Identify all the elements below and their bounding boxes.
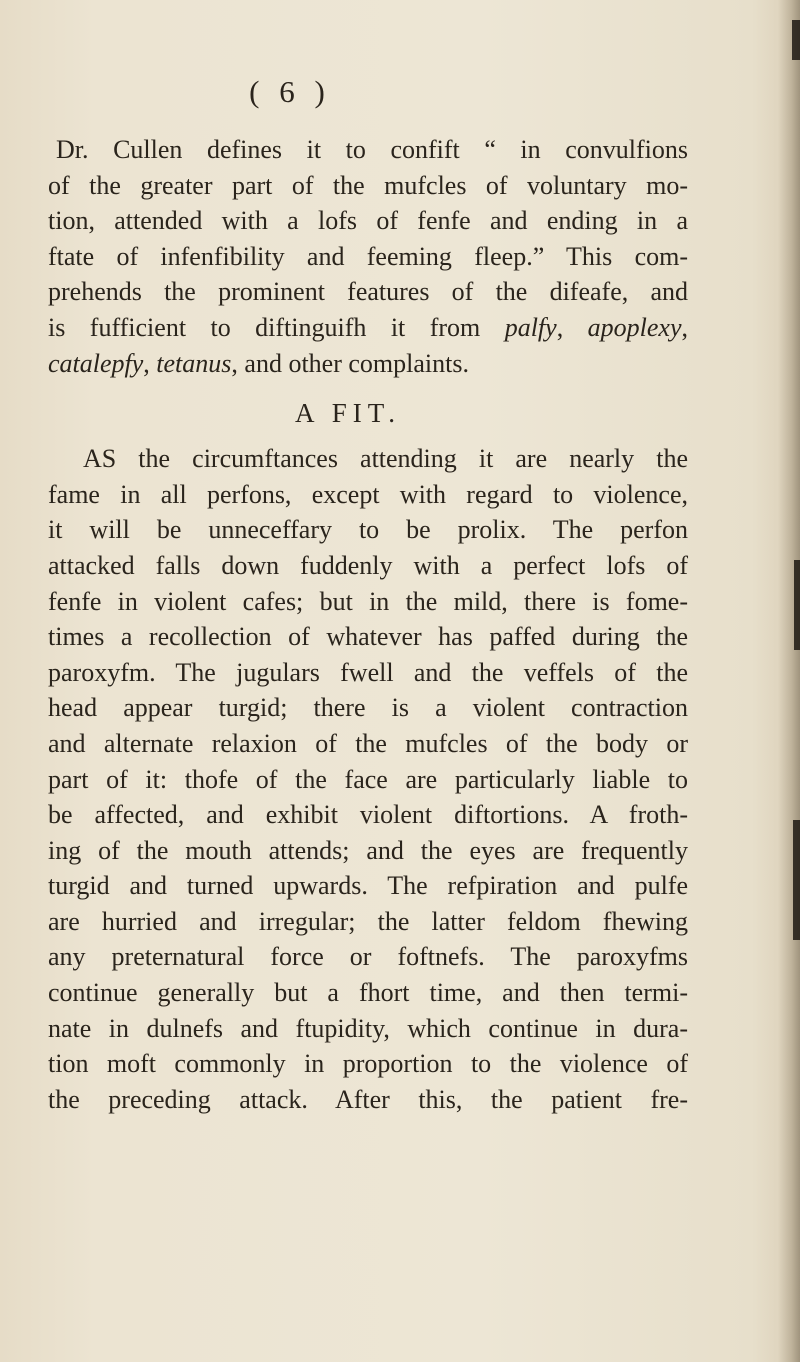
page-edge-shadow [778, 0, 800, 1362]
text-line: AS the circumftances attending it are nearly the [83, 444, 688, 474]
page-number: ( 6 ) [249, 74, 331, 109]
text-line: it will be unneceffary to be prolix. The perfon [48, 515, 688, 545]
text-line: nate in dulnefs and ftupidity, which continue in dura- [48, 1013, 688, 1043]
text-line: fenfe in violent cafes; but in the mild, there is fome- [48, 586, 688, 616]
text-line: attacked falls down fuddenly with a perfect lofs of [48, 550, 688, 580]
text-line-italic-terms: catalepfy, tetanus, and other complaints. [48, 348, 469, 378]
text-line: ing of the mouth attends; and the eyes are frequently [48, 835, 688, 865]
text-line: are hurried and irregular; the latter feldom fhewing [48, 906, 688, 936]
text-line: the preceding attack. After this, the patient fre- [48, 1084, 688, 1114]
text-body [48, 132, 688, 1117]
text-line: turgid and turned upwards. The refpiration and pulfe [48, 871, 688, 901]
text-line: Dr. Cullen defines it to confift “ in convulfions [56, 135, 688, 164]
text-line: any preternatural force or foftnefs. The paroxyfms [48, 942, 688, 972]
text-line: be affected, and exhibit violent diftortions. A froth- [48, 800, 688, 830]
text-line: tion, attended with a lofs of fenfe and ending in a [48, 206, 688, 236]
text-line: part of it: thofe of the face are particularly liable to [48, 764, 688, 794]
italic-term: tetanus [156, 348, 232, 378]
text-line: ftate of infenfibility and feeming fleep.” This com- [48, 241, 688, 271]
text-line: of the greater part of the mufcles of voluntary mo- [48, 170, 688, 200]
italic-term: palfy [504, 312, 557, 342]
section-heading: A FIT. [294, 398, 401, 429]
binding-mark [794, 560, 800, 650]
text-line: prehends the prominent features of the difeafe, and [48, 277, 688, 307]
text-line: paroxyfm. The jugulars fwell and the veffels of the [48, 657, 688, 687]
italic-term: catalepfy [48, 348, 144, 378]
text-line: times a recollection of whatever has paffed during the [48, 622, 688, 652]
text-line: head appear turgid; there is a violent contraction [48, 693, 688, 723]
binding-mark [793, 820, 800, 940]
text-line: fame in all perfons, except with regard to violence, [48, 479, 688, 509]
text-line-italic-terms: is fufficient to diftinguifh it from palfy, apoplexy, [48, 312, 688, 342]
binding-mark [792, 20, 800, 60]
italic-term: apoplexy [587, 312, 682, 342]
text-line: and alternate relaxion of the mufcles of the body or [48, 728, 688, 758]
text-line: continue generally but a fhort time, and then termi- [48, 978, 688, 1008]
text-line: tion moft commonly in proportion to the violence of [48, 1049, 688, 1079]
